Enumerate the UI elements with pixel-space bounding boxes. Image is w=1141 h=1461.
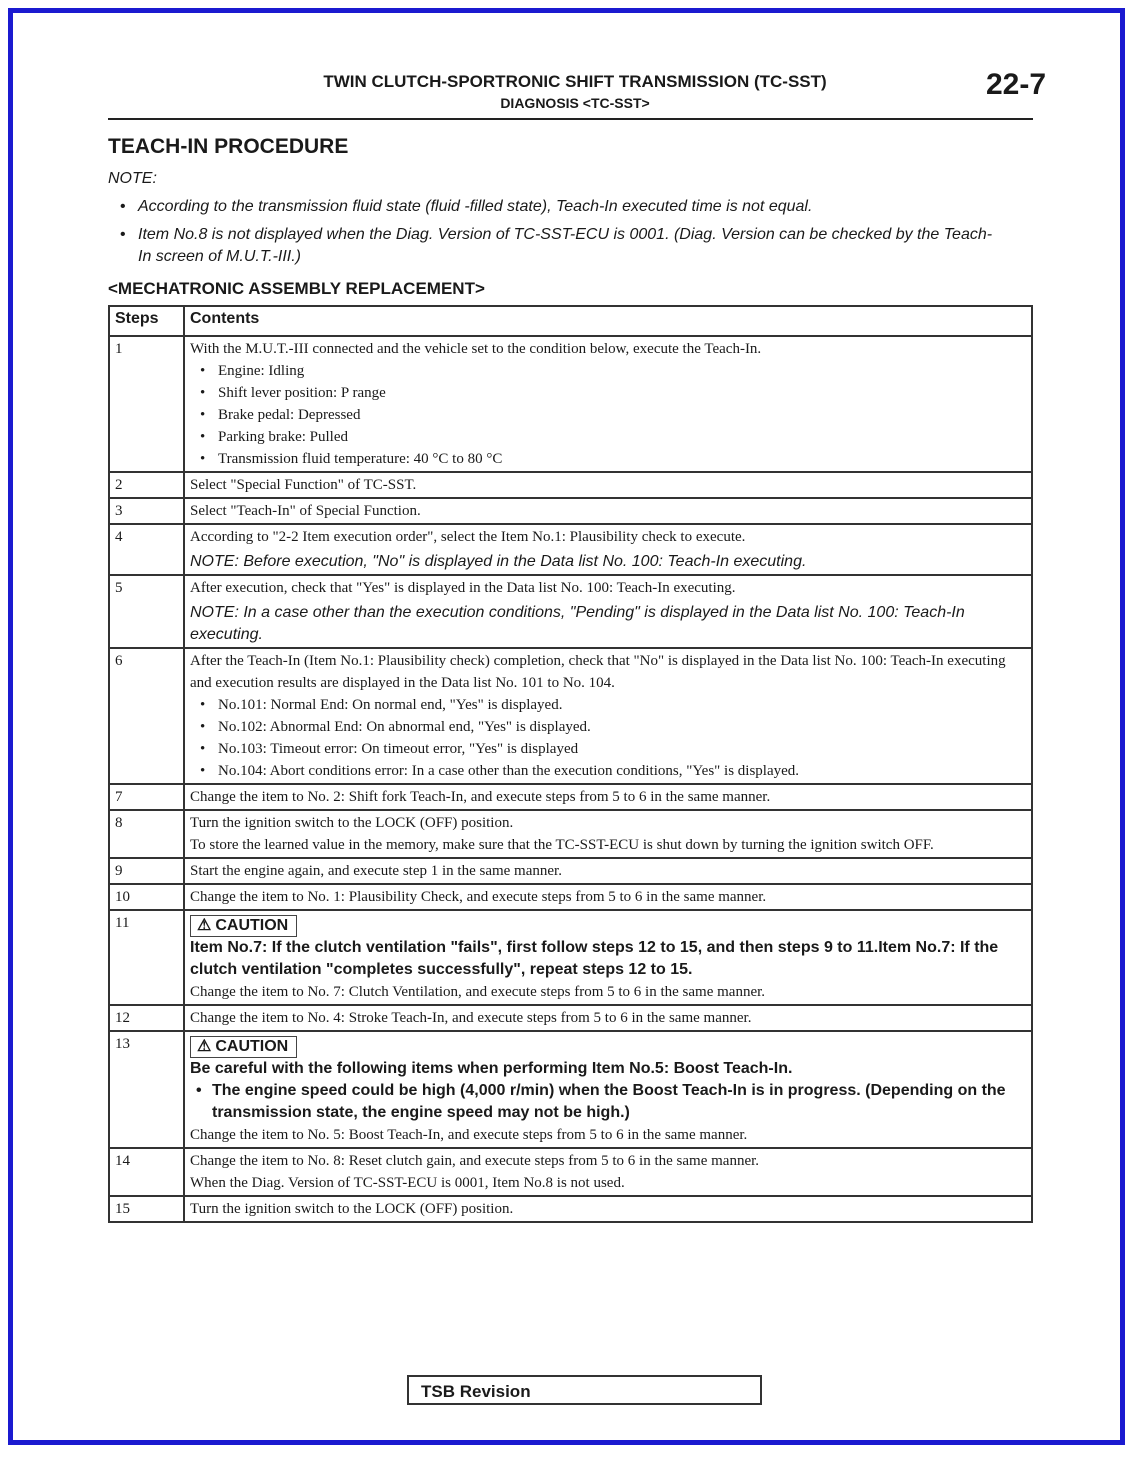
step-text: After execution, check that "Yes" is displayed in the Data list No. 100: Teach-In executing. xyxy=(190,580,736,596)
step-contents xyxy=(184,648,1032,784)
list-item: • Engine: Idling xyxy=(218,360,1026,382)
tsb-revision-box: TSB Revision xyxy=(407,1375,762,1405)
table-row xyxy=(109,575,1032,648)
list-item: • No.103: Timeout error: On timeout error, "Yes" is displayed xyxy=(218,738,1026,760)
step-text: Select "Special Function" of TC-SST. xyxy=(184,472,1032,498)
step-number: 11 xyxy=(109,910,184,1005)
step-text: Change the item to No. 8: Reset clutch gain, and execute steps from 5 to 6 in the same manner. xyxy=(190,1153,760,1169)
caution-label: CAUTION xyxy=(215,1038,289,1055)
list-item: • Transmission fluid temperature: 40 °C to 80 °C xyxy=(218,448,1026,470)
step-number: 6 xyxy=(109,648,184,784)
table-row xyxy=(109,336,1032,472)
list-item: • No.102: Abnormal End: On abnormal end, "Yes" is displayed. xyxy=(218,716,1026,738)
step-text: Start the engine again, and execute step 1 in the same manner. xyxy=(184,858,1032,884)
table-row xyxy=(109,810,1032,858)
step-text-secondary: When the Diag. Version of TC-SST-ECU is 0001, Item No.8 is not used. xyxy=(190,1175,625,1191)
table-row xyxy=(109,1196,1032,1222)
warning-icon: ⚠ xyxy=(197,917,212,934)
step-text: With the M.U.T.-III connected and the vehicle set to the condition below, execute the Teach-In. xyxy=(190,341,762,357)
note-item: • According to the transmission fluid state (fluid -filled state), Teach-In executed time is not equal. xyxy=(118,196,998,218)
list-item: • Brake pedal: Depressed xyxy=(218,404,1026,426)
step-text: Change the item to No. 4: Stroke Teach-In, and execute steps from 5 to 6 in the same manner. xyxy=(184,1005,1032,1031)
table-row xyxy=(109,784,1032,810)
step-number: 8 xyxy=(109,810,184,858)
table-row xyxy=(109,498,1032,524)
result-list xyxy=(190,694,1026,782)
steps-table xyxy=(108,305,1033,1223)
caution-text: Be careful with the following items when performing Item No.5: Boost Teach-In. xyxy=(190,1060,793,1077)
list-item: • Parking brake: Pulled xyxy=(218,426,1026,448)
step-number: 12 xyxy=(109,1005,184,1031)
step-number: 9 xyxy=(109,858,184,884)
step-number: 2 xyxy=(109,472,184,498)
list-item: • No.104: Abort conditions error: In a case other than the execution conditions, "Yes" is displayed. xyxy=(218,760,1026,782)
subheading: <MECHATRONIC ASSEMBLY REPLACEMENT> xyxy=(108,279,485,298)
step-text: Turn the ignition switch to the LOCK (OFF) position. xyxy=(190,815,514,831)
step-text: Change the item to No. 5: Boost Teach-In, and execute steps from 5 to 6 in the same manner. xyxy=(190,1127,748,1143)
table-row xyxy=(109,1148,1032,1196)
header-title: TWIN CLUTCH-SPORTRONIC SHIFT TRANSMISSION (TC-SST) xyxy=(323,72,827,91)
step-contents xyxy=(184,524,1032,575)
note-list xyxy=(118,196,998,274)
step-note: NOTE: Before execution, "No" is displayed in the Data list No. 100: Teach-In executing. xyxy=(190,553,807,570)
step-number: 1 xyxy=(109,336,184,472)
step-text: Change the item to No. 7: Clutch Ventilation, and execute steps from 5 to 6 in the same manner. xyxy=(190,984,766,1000)
step-number: 10 xyxy=(109,884,184,910)
header-rule xyxy=(108,118,1033,120)
step-contents xyxy=(184,1031,1032,1148)
step-contents xyxy=(184,336,1032,472)
step-contents xyxy=(184,1148,1032,1196)
note-label: NOTE: xyxy=(108,170,157,187)
step-number: 14 xyxy=(109,1148,184,1196)
step-number: 13 xyxy=(109,1031,184,1148)
step-note: NOTE: In a case other than the execution conditions, "Pending" is displayed in the Data list No. 100: Teach-In executing. xyxy=(190,604,965,643)
step-text: Select "Teach-In" of Special Function. xyxy=(184,498,1032,524)
table-row xyxy=(109,858,1032,884)
list-item: • Shift lever position: P range xyxy=(218,382,1026,404)
page-number: 22-7 xyxy=(985,68,1046,101)
step-contents xyxy=(184,810,1032,858)
step-text: After the Teach-In (Item No.1: Plausibility check) completion, check that "No" is displayed in the Data list No. 100: Teach-In executing and execution results are displayed in the Data list No. 101 to No. 104. xyxy=(190,653,1006,691)
step-text: Turn the ignition switch to the LOCK (OFF) position. xyxy=(184,1196,1032,1222)
step-number: 15 xyxy=(109,1196,184,1222)
step-number: 4 xyxy=(109,524,184,575)
section-title: TEACH-IN PROCEDURE xyxy=(108,135,349,158)
step-contents xyxy=(184,575,1032,648)
table-header-row xyxy=(109,306,1032,336)
step-text: Change the item to No. 1: Plausibility Check, and execute steps from 5 to 6 in the same manner. xyxy=(184,884,1032,910)
table-row xyxy=(109,524,1032,575)
step-number: 7 xyxy=(109,784,184,810)
list-item: • The engine speed could be high (4,000 r/min) when the Boost Teach-In is in progress. (Depending on the transmission state, the engine speed may not be high.) xyxy=(212,1080,1026,1124)
caution-box xyxy=(190,1036,297,1058)
step-text-secondary: To store the learned value in the memory, make sure that the TC-SST-ECU is shut down by turning the ignition switch OFF. xyxy=(190,837,934,853)
table-row xyxy=(109,910,1032,1005)
warning-icon: ⚠ xyxy=(197,1038,212,1055)
table-row xyxy=(109,884,1032,910)
table-row xyxy=(109,1031,1032,1148)
step-number: 5 xyxy=(109,575,184,648)
step-contents xyxy=(184,910,1032,1005)
step-text: Change the item to No. 2: Shift fork Teach-In, and execute steps from 5 to 6 in the same manner. xyxy=(184,784,1032,810)
caution-text: Item No.7: If the clutch ventilation "fails", first follow steps 12 to 15, and then steps 9 to 11.Item No.7: If the clutch ventilation "completes successfully", repeat steps 12 to 15. xyxy=(190,939,999,978)
table-row xyxy=(109,1005,1032,1031)
caution-list xyxy=(190,1080,1026,1124)
step-number: 3 xyxy=(109,498,184,524)
table-row xyxy=(109,472,1032,498)
column-header-steps: Steps xyxy=(109,306,184,336)
header-subtitle: DIAGNOSIS <TC-SST> xyxy=(500,95,650,111)
caution-box xyxy=(190,915,297,937)
table-row xyxy=(109,648,1032,784)
condition-list xyxy=(190,360,1026,470)
step-text: According to "2-2 Item execution order", select the Item No.1: Plausibility check to execute. xyxy=(190,529,746,545)
note-item: • Item No.8 is not displayed when the Diag. Version of TC-SST-ECU is 0001. (Diag. Version can be checked by the Teach-In screen of M.U.T.-III.) xyxy=(118,224,998,268)
caution-label: CAUTION xyxy=(215,917,289,934)
column-header-contents: Contents xyxy=(184,306,1032,336)
list-item: • No.101: Normal End: On normal end, "Yes" is displayed. xyxy=(218,694,1026,716)
